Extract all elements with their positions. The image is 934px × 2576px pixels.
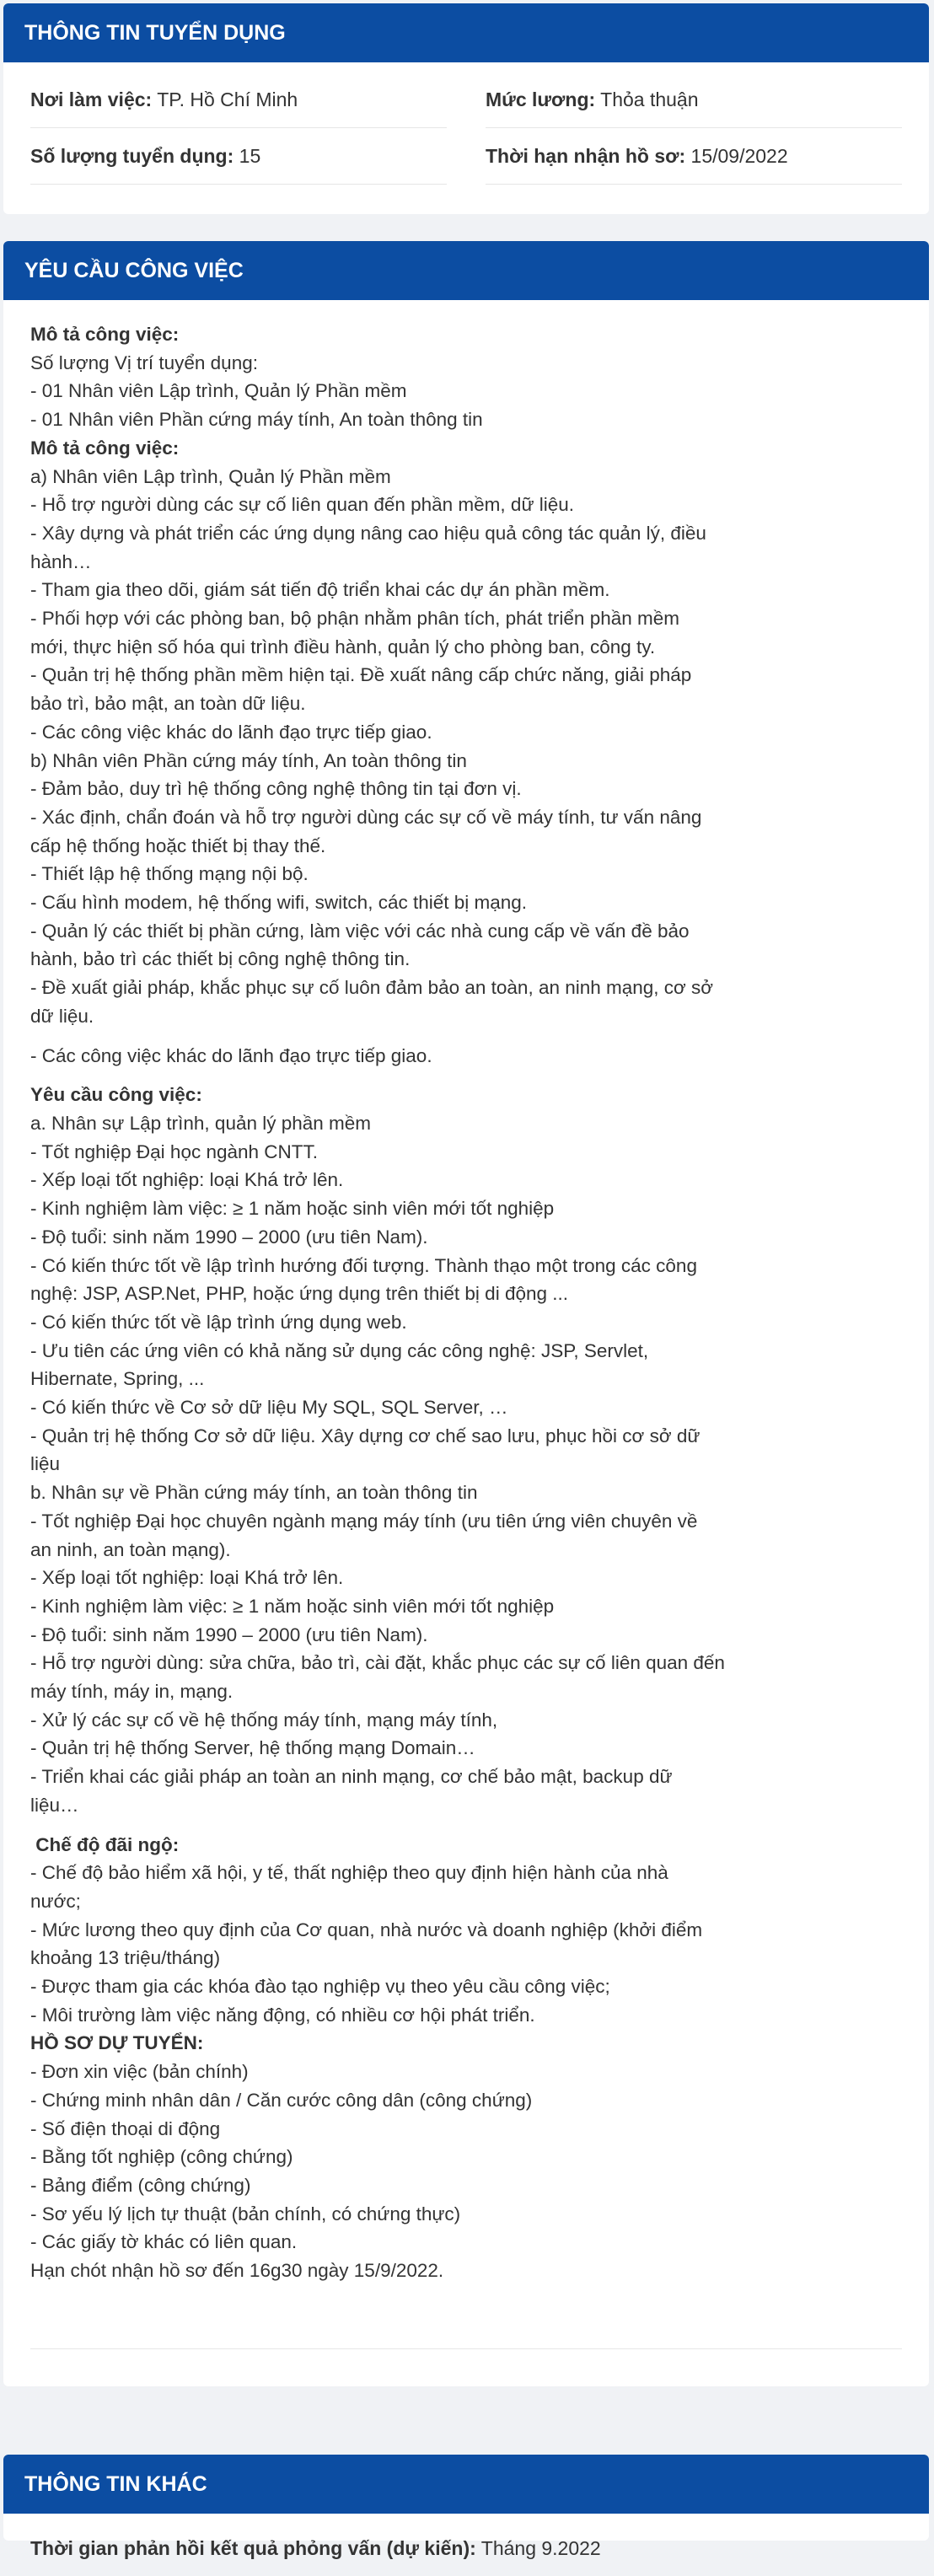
description-line: a) Nhân viên Lập trình, Quản lý Phần mềm <box>30 465 391 487</box>
description-line: - Xử lý các sự cố về hệ thống máy tính, mạng máy tính, <box>30 1709 498 1731</box>
description-line: Số lượng Vị trí tuyển dụng: <box>30 352 258 373</box>
description-line: - Quản lý các thiết bị phần cứng, làm việc với các nhà cung cấp về vấn đề bảo <box>30 920 690 942</box>
description-line: - Bảng điểm (công chứng) <box>30 2175 251 2196</box>
work-location-field <box>30 72 447 128</box>
section-heading: Yêu cầu công việc: <box>30 1084 202 1106</box>
description-line: - Cấu hình modem, hệ thống wifi, switch, các thiết bị mạng. <box>30 892 528 914</box>
description-line: Hạn chót nhận hồ sơ đến 16g30 ngày 15/9/2022. <box>30 2260 444 2282</box>
description-line: - Sơ yếu lý lịch tự thuật (bản chính, có chứng thực) <box>30 2203 461 2224</box>
description-line: - Được tham gia các khóa đào tạo nghiệp vụ theo yêu cầu công việc; <box>30 1976 610 1998</box>
description-line: - Bằng tốt nghiệp (công chứng) <box>30 2146 293 2168</box>
description-line: hành, bảo trì các thiết bị công nghệ thông tin. <box>30 948 411 970</box>
description-line: - Thiết lập hệ thống mạng nội bộ. <box>30 863 309 885</box>
description-line: - Các công việc khác do lãnh đạo trực tiếp giao. <box>30 721 432 743</box>
description-line: - Tham gia theo dõi, giám sát tiến độ triển khai các dự án phần mềm. <box>30 579 610 601</box>
deadline-field <box>486 128 902 185</box>
description-line: - Môi trường làm việc năng động, có nhiều cơ hội phát triển. <box>30 2004 535 2026</box>
description-line: - Quản trị hệ thống phần mềm hiện tại. Đề xuất nâng cấp chức năng, giải pháp <box>30 664 692 686</box>
description-line: dữ liệu. <box>30 1005 94 1027</box>
description-line: - 01 Nhân viên Phần cứng máy tính, An toàn thông tin <box>30 409 483 431</box>
description-line: - Hỗ trợ người dùng: sửa chữa, bảo trì, cài đặt, khắc phục các sự cố liên quan đến <box>30 1652 725 1674</box>
paragraph-gap <box>30 1070 929 1081</box>
section-heading: HỒ SƠ DỰ TUYỂN: <box>30 2032 204 2054</box>
description-line: - Xây dựng và phát triển các ứng dụng nâng cao hiệu quả công tác quản lý, điều <box>30 522 706 544</box>
description-line: nghệ: JSP, ASP.Net, PHP, hoặc ứng dụng trên thiết bị di động ... <box>30 1283 569 1305</box>
description-line: - Xếp loại tốt nghiệp: loại Khá trở lên. <box>30 1169 344 1191</box>
description-line: Hibernate, Spring, ... <box>30 1368 205 1390</box>
description-line: - Ưu tiên các ứng viên có khả năng sử dụng các công nghệ: JSP, Servlet, <box>30 1339 649 1361</box>
description-line: - Có kiến thức về Cơ sở dữ liệu My SQL, SQL Server, … <box>30 1397 508 1419</box>
job-description-body <box>3 300 929 2285</box>
headcount-value: 15 <box>239 145 261 167</box>
description-line: - Các công việc khác do lãnh đạo trực tiếp giao. <box>30 1044 432 1066</box>
description-line: - Đảm bảo, duy trì hệ thống công nghệ thông tin tại đơn vị. <box>30 778 522 800</box>
recruitment-info-title: THÔNG TIN TUYỂN DỤNG <box>3 3 929 62</box>
description-line: khoảng 13 triệu/tháng) <box>30 1947 221 1969</box>
description-line: - Kinh nghiệm làm việc: ≥ 1 năm hoặc sinh viên mới tốt nghiệp <box>30 1595 555 1617</box>
description-line: - Có kiến thức tốt về lập trình ứng dụng web. <box>30 1311 407 1333</box>
salary-value: Thỏa thuận <box>600 89 699 110</box>
description-line: liệu… <box>30 1794 79 1816</box>
description-line: máy tính, máy in, mạng. <box>30 1681 234 1703</box>
salary-label: Mức lương: <box>486 89 596 110</box>
description-line: - Tốt nghiệp Đại học ngành CNTT. <box>30 1140 319 1162</box>
section-divider <box>30 2348 902 2349</box>
description-line: cấp hệ thống hoặc thiết bị thay thế. <box>30 835 326 856</box>
description-line: liệu <box>30 1453 61 1475</box>
paragraph-gap <box>30 1820 929 1831</box>
description-line: - Chế độ bảo hiểm xã hội, y tế, thất nghiệp theo quy định hiện hành của nhà <box>30 1862 668 1884</box>
interview-result-label: Thời gian phản hồi kết quả phỏng vấn (dự kiến): <box>30 2537 476 2559</box>
description-line: - Đề xuất giải pháp, khắc phục sự cố luôn đảm bảo an toàn, an ninh mạng, cơ sở <box>30 977 714 999</box>
description-line: - Số điện thoại di động <box>30 2117 221 2139</box>
work-location-label: Nơi làm việc: <box>30 89 153 110</box>
description-line: - Độ tuổi: sinh năm 1990 – 2000 (ưu tiên Nam). <box>30 1623 428 1645</box>
description-line: - Mức lương theo quy định của Cơ quan, nhà nước và doanh nghiệp (khởi điểm <box>30 1919 703 1940</box>
description-line: - Chứng minh nhân dân / Căn cước công dân (công chứng) <box>30 2089 533 2111</box>
description-line: an ninh, an toàn mạng). <box>30 1538 231 1560</box>
description-line: - Các giấy tờ khác có liên quan. <box>30 2231 298 2253</box>
description-line: - Phối hợp với các phòng ban, bộ phận nhằm phân tích, phát triển phần mềm <box>30 608 679 630</box>
description-line: - Có kiến thức tốt về lập trình hướng đối tượng. Thành thạo một trong các công <box>30 1254 697 1276</box>
job-requirements-card <box>3 241 929 2386</box>
recruitment-info-card <box>3 3 929 214</box>
description-line: - Hỗ trợ người dùng các sự cố liên quan đến phần mềm, dữ liệu. <box>30 494 575 516</box>
section-heading: Mô tả công việc: <box>30 437 180 459</box>
description-line: - 01 Nhân viên Lập trình, Quản lý Phần mềm <box>30 380 407 402</box>
description-line: - Tốt nghiệp Đại học chuyên ngành mạng máy tính (ưu tiên ứng viên chuyên về <box>30 1510 698 1532</box>
interview-result-value: Tháng 9.2022 <box>480 2537 601 2559</box>
description-line: a. Nhân sự Lập trình, quản lý phần mềm <box>30 1112 372 1134</box>
salary-field <box>486 72 902 128</box>
other-info-card <box>3 2455 929 2559</box>
description-line: - Xác định, chẩn đoán và hỗ trợ người dùng các sự cố về máy tính, tư vấn nâng <box>30 806 702 828</box>
description-line: - Xếp loại tốt nghiệp: loại Khá trở lên. <box>30 1567 344 1589</box>
description-line: b) Nhân viên Phần cứng máy tính, An toàn thông tin <box>30 749 467 771</box>
description-line: - Đơn xin việc (bản chính) <box>30 2061 249 2083</box>
other-info-title: THÔNG TIN KHÁC <box>3 2455 929 2514</box>
description-line: - Triển khai các giải pháp an toàn an ninh mạng, cơ chế bảo mật, backup dữ <box>30 1766 673 1788</box>
interview-result-field <box>30 2520 873 2576</box>
description-line: mới, thực hiện số hóa qui trình điều hành, quản lý cho phòng ban, công ty. <box>30 636 656 657</box>
work-location-value: TP. Hồ Chí Minh <box>157 89 298 110</box>
job-requirements-title: YÊU CẦU CÔNG VIỆC <box>3 241 929 300</box>
paragraph-gap <box>30 1031 929 1042</box>
description-line: hành… <box>30 550 92 572</box>
headcount-field <box>30 128 447 185</box>
description-line: bảo trì, bảo mật, an toàn dữ liệu. <box>30 693 306 715</box>
deadline-value: 15/09/2022 <box>690 145 788 167</box>
description-line: b. Nhân sự về Phần cứng máy tính, an toàn thông tin <box>30 1482 478 1504</box>
description-line: - Độ tuổi: sinh năm 1990 – 2000 (ưu tiên Nam). <box>30 1226 428 1248</box>
headcount-label: Số lượng tuyển dụng: <box>30 145 234 167</box>
description-line: - Kinh nghiệm làm việc: ≥ 1 năm hoặc sinh viên mới tốt nghiệp <box>30 1198 555 1220</box>
section-heading: Mô tả công việc: <box>30 324 180 345</box>
description-line: - Quản trị hệ thống Cơ sở dữ liệu. Xây dựng cơ chế sao lưu, phục hồi cơ sở dữ <box>30 1425 700 1446</box>
deadline-label: Thời hạn nhận hồ sơ: <box>486 145 686 167</box>
description-line: nước; <box>30 1890 81 1912</box>
description-line: - Quản trị hệ thống Server, hệ thống mạng Domain… <box>30 1737 475 1759</box>
section-heading: Chế độ đãi ngộ: <box>30 1833 180 1855</box>
